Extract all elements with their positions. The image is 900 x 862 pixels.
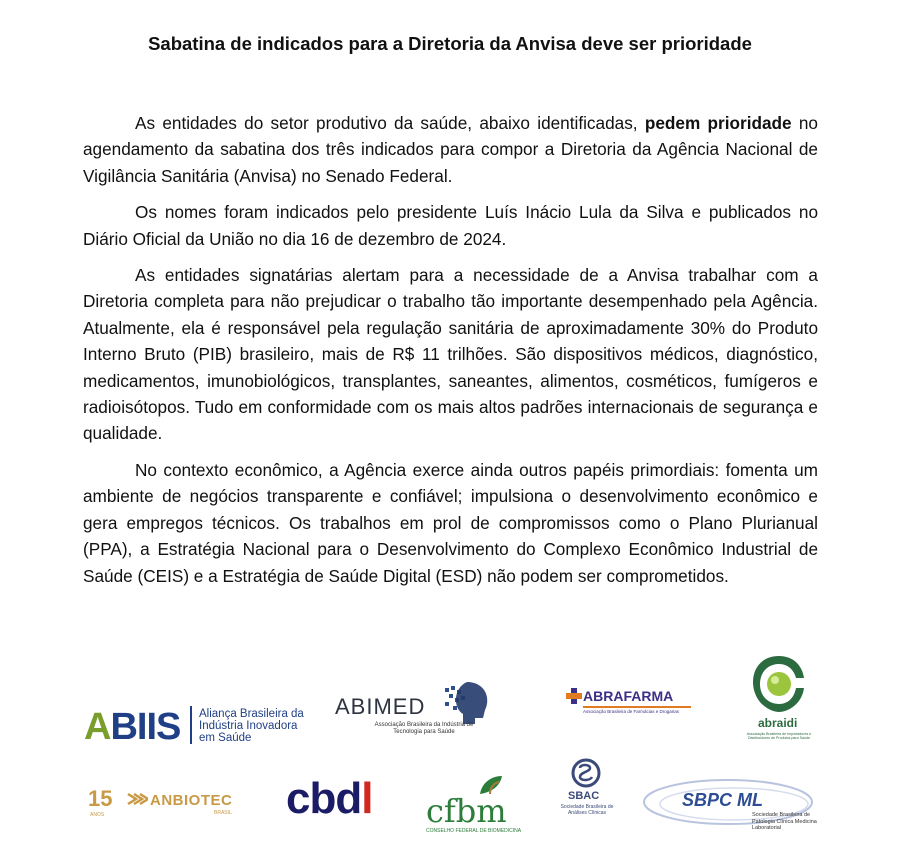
abiis-logo-rest: BIIS xyxy=(110,706,181,748)
sbpc-name: SBPC ML xyxy=(682,790,763,810)
pharmacy-cross-icon xyxy=(566,688,582,704)
cfbm-logo xyxy=(426,774,522,834)
sbac-emblem-icon xyxy=(556,758,616,790)
paragraph-2: Os nomes foram indicados pelo presidente Luís Inácio Lula da Silva e publicados no Diário Oficial da União no dia 16 de dezembro de 2024. xyxy=(83,202,818,249)
abiis-logo-a: A xyxy=(84,706,111,748)
cfbm-subtitle: CONSELHO FEDERAL DE BIOMEDICINA xyxy=(426,828,522,834)
paragraph-1 xyxy=(83,110,818,189)
abraidi-emblem-icon xyxy=(744,652,814,716)
anbiotec-anos: ANOS xyxy=(90,812,105,818)
sbpc-logo xyxy=(642,774,822,844)
sbac-subtitle: Sociedade Brasileira de Análises Clínicas xyxy=(560,804,614,816)
abiis-logo xyxy=(84,706,180,749)
sbac-name: SBAC xyxy=(568,790,600,802)
abimed-name: ABIMED xyxy=(335,694,426,719)
anbiotec-country: BRASIL xyxy=(214,810,232,816)
paragraph-1-text-b: no agendamento da sabatina dos três indicados para compor a Diretoria da Agência Nacional de Vigilância Sanitária (Anvisa) no Senado Federal. xyxy=(83,113,818,186)
anbiotec-stripes-icon xyxy=(126,788,148,810)
cfbm-name: cfbm xyxy=(426,792,507,830)
abraidi-subtitle: Associação Brasileira de Importadores e Distribuidores de Produtos para Saúde xyxy=(746,732,812,740)
cbdl-logo-l: l xyxy=(361,774,373,823)
paragraph-1-bold: pedem prioridade xyxy=(644,113,792,133)
sbpc-subtitle: Sociedade Brasileira de Patologia Clínica Medicina Laboratorial xyxy=(752,812,817,831)
signatory-logos xyxy=(0,640,900,862)
abiis-divider xyxy=(190,706,192,744)
cbdl-logo xyxy=(286,774,372,824)
abimed-subtitle: Associação Brasileira da Indústria de Tecnologia para Saúde xyxy=(374,722,474,735)
abrafarma-name: ABRAFARMA xyxy=(583,688,674,704)
abrafarma-underline xyxy=(583,706,691,708)
document-body xyxy=(83,110,818,599)
abrafarma-subtitle: Associação Brasileira de Farmácias e Drogarias xyxy=(583,709,680,714)
abiis-description: Aliança Brasileira da Indústria Inovadora em Saúde xyxy=(199,708,304,744)
anbiotec-years: 15 xyxy=(88,786,113,811)
document-title: Sabatina de indicados para a Diretoria da Anvisa deve ser prioridade xyxy=(148,33,752,54)
paragraph-1-text-a: As entidades do setor produtivo da saúde, abaixo identificadas, xyxy=(135,113,645,133)
sbac-logo xyxy=(556,758,616,838)
abraidi-logo xyxy=(744,652,814,742)
abimed-logo xyxy=(335,678,495,738)
anbiotec-name: ANBIOTEC xyxy=(150,792,233,809)
paragraph-4: No contexto econômico, a Agência exerce ainda outros papéis primordiais: fomenta um ambiente de negócios transparente e confiável; impulsiona o desenvolvimento econômico e gera empregos técnicos. Os trabalhos em prol de compromissos como o Plano Plurianual (PPA), a Estratégia Nacional para o Desenvolvimento do Complexo Econômico Industrial de Saúde (CEIS) e a Estratégia de Saúde Digital (ESD) não podem ser comprometidos. xyxy=(83,459,818,586)
cbdl-logo-main: cbd xyxy=(286,774,362,823)
paragraph-3: As entidades signatárias alertam para a necessidade de a Anvisa trabalhar com a Diretoria completa para não prejudicar o trabalho tão importante desempenhado pela Agência. Atualmente, ela é responsável pela regulação sanitária de aproximadamente 30% do Produto Interno Bruto (PIB) brasileiro, mais de R$ 11 trilhões. São dispositivos médicos, diagnóstico, medicamentos, imunobiológicos, transplantes, saneantes, alimentos, cosméticos, fumígeros e radioisótopos. Tudo em conformidade com os mais altos padrões internacionais de segurança e qualidade. xyxy=(83,265,818,444)
abraidi-name: abraidi xyxy=(758,716,798,730)
